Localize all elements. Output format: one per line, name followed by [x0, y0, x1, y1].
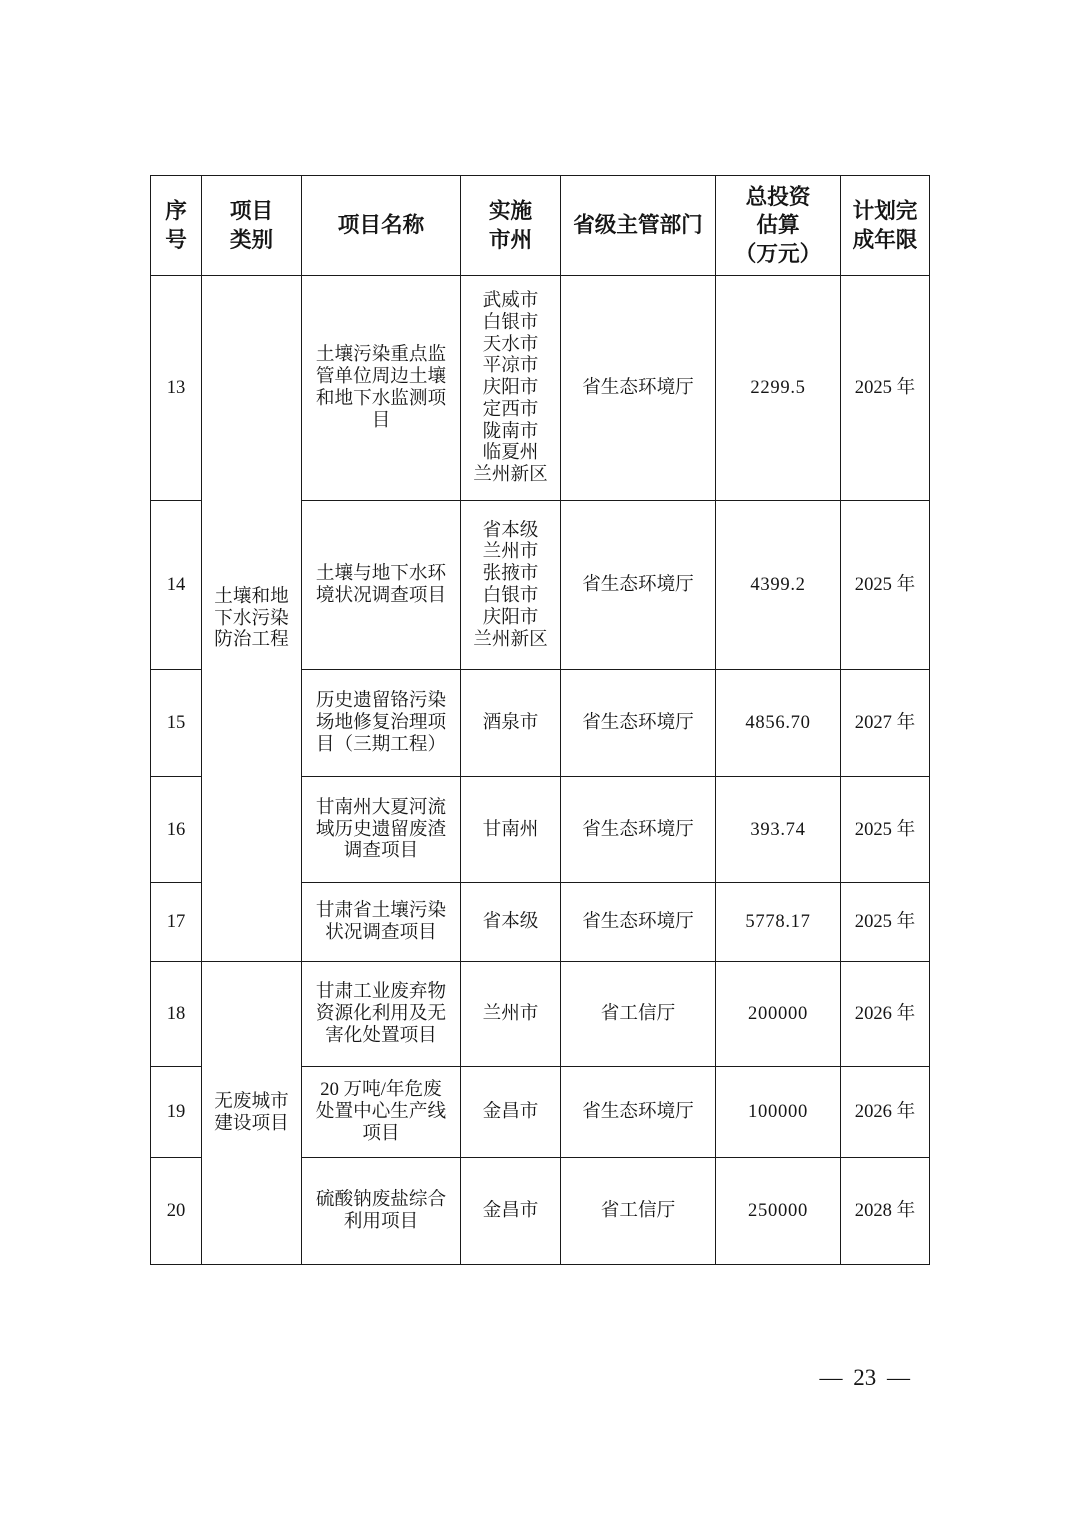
- city-item: 白银市: [482, 311, 539, 333]
- cell-department: 省生态环境厅: [561, 276, 716, 501]
- cell-project-name: [302, 276, 461, 501]
- cell-city: [461, 276, 561, 501]
- city-item: 天水市: [482, 333, 539, 355]
- cell-deadline: 2026 年: [841, 962, 930, 1067]
- cell-investment: 393.74: [716, 777, 841, 883]
- city-item: 定西市: [482, 398, 539, 420]
- page-number: — 23 —: [819, 1365, 910, 1390]
- header-city: 实施 市州: [461, 176, 561, 276]
- project-name: 20 万吨/年危废处置中心生产线项目: [315, 1079, 447, 1144]
- cell-project-name: [302, 1158, 461, 1265]
- cell-seq: 17: [151, 883, 202, 962]
- project-name: 历史遗留铬污染场地修复治理项目（三期工程）: [315, 690, 447, 755]
- cell-seq: 18: [151, 962, 202, 1067]
- city-item: 金昌市: [482, 1101, 539, 1123]
- project-name: 甘肃工业废弃物资源化利用及无害化处置项目: [315, 981, 447, 1046]
- cell-deadline: 2026 年: [841, 1067, 930, 1158]
- header-project-name: 项目名称: [302, 176, 461, 276]
- cell-deadline: 2025 年: [841, 777, 930, 883]
- city-item: 武威市: [482, 289, 539, 311]
- cell-deadline: 2025 年: [841, 501, 930, 670]
- city-item: 金昌市: [482, 1200, 539, 1222]
- cell-category: [202, 962, 302, 1265]
- city-item: 兰州新区: [473, 464, 548, 486]
- cell-department: 省工信厅: [561, 1158, 716, 1265]
- city-item: 酒泉市: [482, 712, 539, 734]
- project-name: 土壤污染重点监管单位周边土壤和地下水监测项目: [315, 344, 447, 431]
- cell-department: 省生态环境厅: [561, 670, 716, 777]
- cell-project-name: [302, 777, 461, 883]
- project-name: 甘肃省土壤污染状况调查项目: [315, 900, 447, 943]
- cell-city: [461, 501, 561, 670]
- cell-seq: 19: [151, 1067, 202, 1158]
- city-item: 白银市: [482, 585, 539, 606]
- city-item: 庆阳市: [482, 606, 539, 628]
- project-name: 硫酸钠废盐综合利用项目: [315, 1189, 447, 1232]
- cell-city: [461, 883, 561, 962]
- header-department: 省级主管部门: [561, 176, 716, 276]
- cell-investment: 4399.2: [716, 501, 841, 670]
- project-name: 土壤与地下水环境状况调查项目: [315, 563, 447, 606]
- cell-project-name: [302, 883, 461, 962]
- category-label: 土壤和地下水污染防治工程: [214, 585, 289, 651]
- city-item: 兰州市: [482, 541, 539, 563]
- cell-department: 省生态环境厅: [561, 883, 716, 962]
- header-category: 项目 类别: [202, 176, 302, 276]
- cell-seq: 20: [151, 1158, 202, 1265]
- cell-project-name: [302, 1067, 461, 1158]
- cell-investment: 100000: [716, 1067, 841, 1158]
- cell-project-name: [302, 962, 461, 1067]
- cell-deadline: 2025 年: [841, 276, 930, 501]
- project-name: 甘南州大夏河流域历史遗留废渣调查项目: [315, 796, 447, 862]
- cell-city: [461, 777, 561, 883]
- cell-category: [202, 276, 302, 962]
- city-item: 兰州市: [482, 1003, 539, 1025]
- cell-investment: 2299.5: [716, 276, 841, 501]
- cell-deadline: 2028 年: [841, 1158, 930, 1265]
- city-item: 临夏州: [482, 442, 539, 464]
- city-item: 甘南州: [482, 818, 539, 840]
- cell-seq: 16: [151, 777, 202, 883]
- category-label: 无废城市建设项目: [214, 1091, 289, 1134]
- cell-department: 省生态环境厅: [561, 501, 716, 670]
- cell-deadline: 2027 年: [841, 670, 930, 777]
- header-investment: 总投资 估算 （万元）: [716, 176, 841, 276]
- city-item: 兰州新区: [473, 628, 548, 650]
- cell-city: [461, 1158, 561, 1265]
- cell-city: [461, 962, 561, 1067]
- table-row: [151, 276, 930, 501]
- cell-city: [461, 1067, 561, 1158]
- cell-city: [461, 670, 561, 777]
- city-item: 庆阳市: [482, 377, 539, 399]
- cell-department: 省生态环境厅: [561, 1067, 716, 1158]
- cell-seq: 14: [151, 501, 202, 670]
- city-item: 陇南市: [482, 420, 539, 442]
- cell-project-name: [302, 501, 461, 670]
- cell-department: 省生态环境厅: [561, 777, 716, 883]
- cell-department: 省工信厅: [561, 962, 716, 1067]
- header-seq: 序 号: [151, 176, 202, 276]
- city-item: 省本级: [482, 519, 539, 541]
- cell-seq: 13: [151, 276, 202, 501]
- header-deadline: 计划完 成年限: [841, 176, 930, 276]
- table-header-row: [151, 176, 930, 276]
- cell-investment: 4856.70: [716, 670, 841, 777]
- project-table: [150, 175, 930, 1265]
- cell-deadline: 2025 年: [841, 883, 930, 962]
- cell-seq: 15: [151, 670, 202, 777]
- cell-investment: 5778.17: [716, 883, 841, 962]
- cell-investment: 250000: [716, 1158, 841, 1265]
- city-item: 张掖市: [482, 563, 539, 585]
- city-item: 平凉市: [482, 355, 539, 377]
- cell-project-name: [302, 670, 461, 777]
- table-row: [151, 962, 930, 1067]
- city-item: 省本级: [482, 911, 539, 933]
- cell-investment: 200000: [716, 962, 841, 1067]
